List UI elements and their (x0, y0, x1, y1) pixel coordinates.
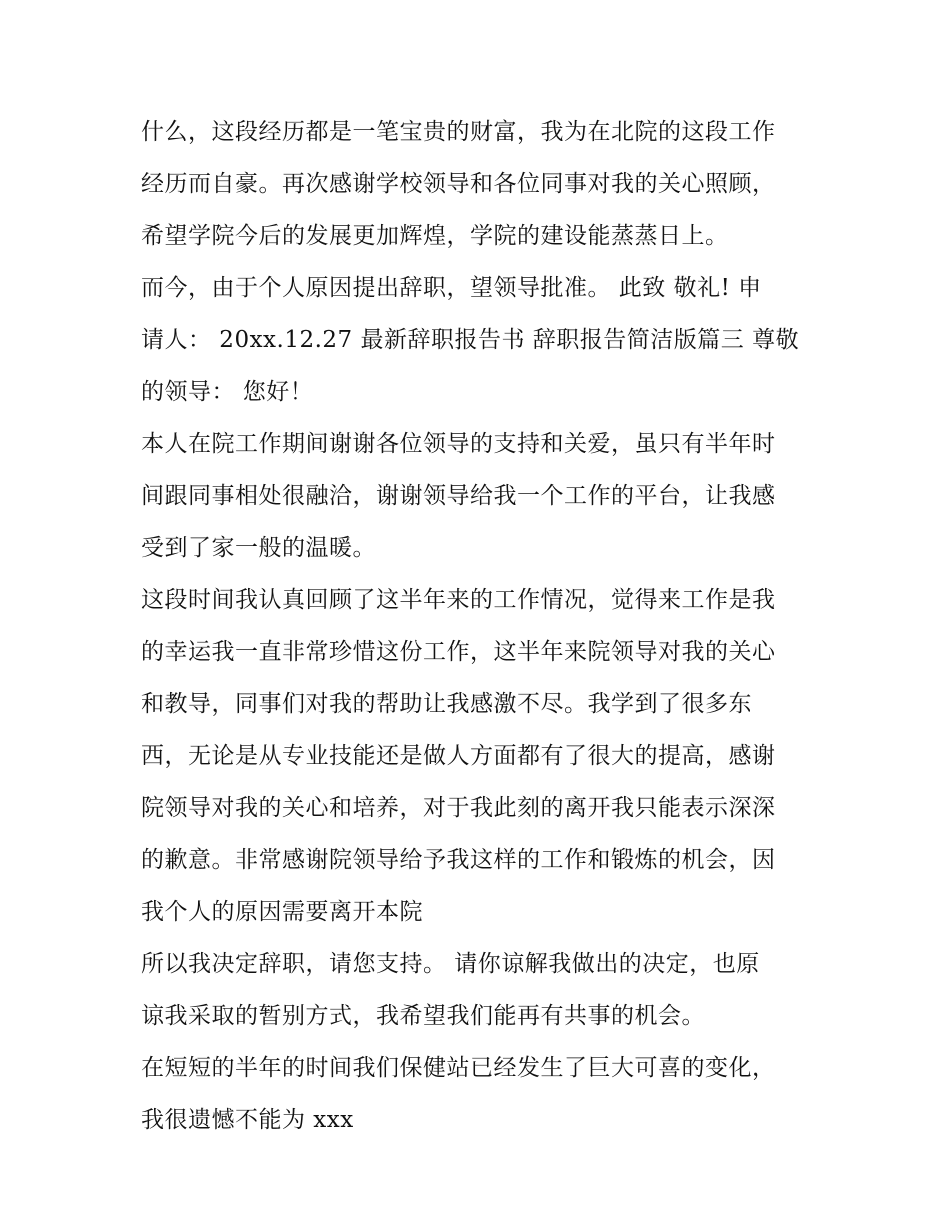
text-line: 在短短的半年的时间我们保健站已经发生了巨大可喜的变化， (141, 1055, 776, 1081)
text-line: 的幸运我一直非常珍惜这份工作，这半年来院领导对我的关心 (141, 639, 776, 665)
document-body (141, 106, 821, 1146)
text-line: 间跟同事相处很融洽，谢谢领导给我一个工作的平台，让我感 (141, 483, 776, 509)
text-line: 的歉意。非常感谢院领导给予我这样的工作和锻炼的机会，因 (141, 847, 776, 873)
text-line: 的领导： 您好！ (141, 379, 314, 405)
text-line: 我个人的原因需要离开本院 (141, 899, 423, 925)
text-line: 本人在院工作期间谢谢各位领导的支持和关爱，虽只有半年时 (141, 431, 776, 457)
text-line: 受到了家一般的温暖。 (141, 535, 376, 561)
text-line: 而今，由于个人原因提出辞职，望领导批准。 此致 敬礼! 申 (141, 275, 762, 301)
text-line: 希望学院今后的发展更加辉煌，学院的建设能蒸蒸日上。 (141, 223, 729, 249)
text-line: 西，无论是从专业技能还是做人方面都有了很大的提高，感谢 (141, 743, 776, 769)
text-line: 经历而自豪。再次感谢学校领导和各位同事对我的关心照顾， (141, 171, 776, 197)
text-line: 和教导，同事们对我的帮助让我感激不尽。我学到了很多东 (141, 691, 752, 717)
text-line: 什么，这段经历都是一笔宝贵的财富，我为在北院的这段工作 (141, 119, 776, 145)
text-line: 这段时间我认真回顾了这半年来的工作情况，觉得来工作是我 (141, 587, 776, 613)
text-line: 院领导对我的关心和培养，对于我此刻的离开我只能表示深深 (141, 795, 776, 821)
text-line: 所以我决定辞职，请您支持。 请你谅解我做出的决定，也原 (141, 951, 760, 977)
text-line: 我很遗憾不能为 xxx (141, 1107, 354, 1133)
text-line: 谅我采取的暂别方式，我希望我们能再有共事的机会。 (141, 1003, 705, 1029)
text-line: 请人： 20xx.12.27 最新辞职报告书 辞职报告简洁版篇三 尊敬 (141, 327, 800, 353)
